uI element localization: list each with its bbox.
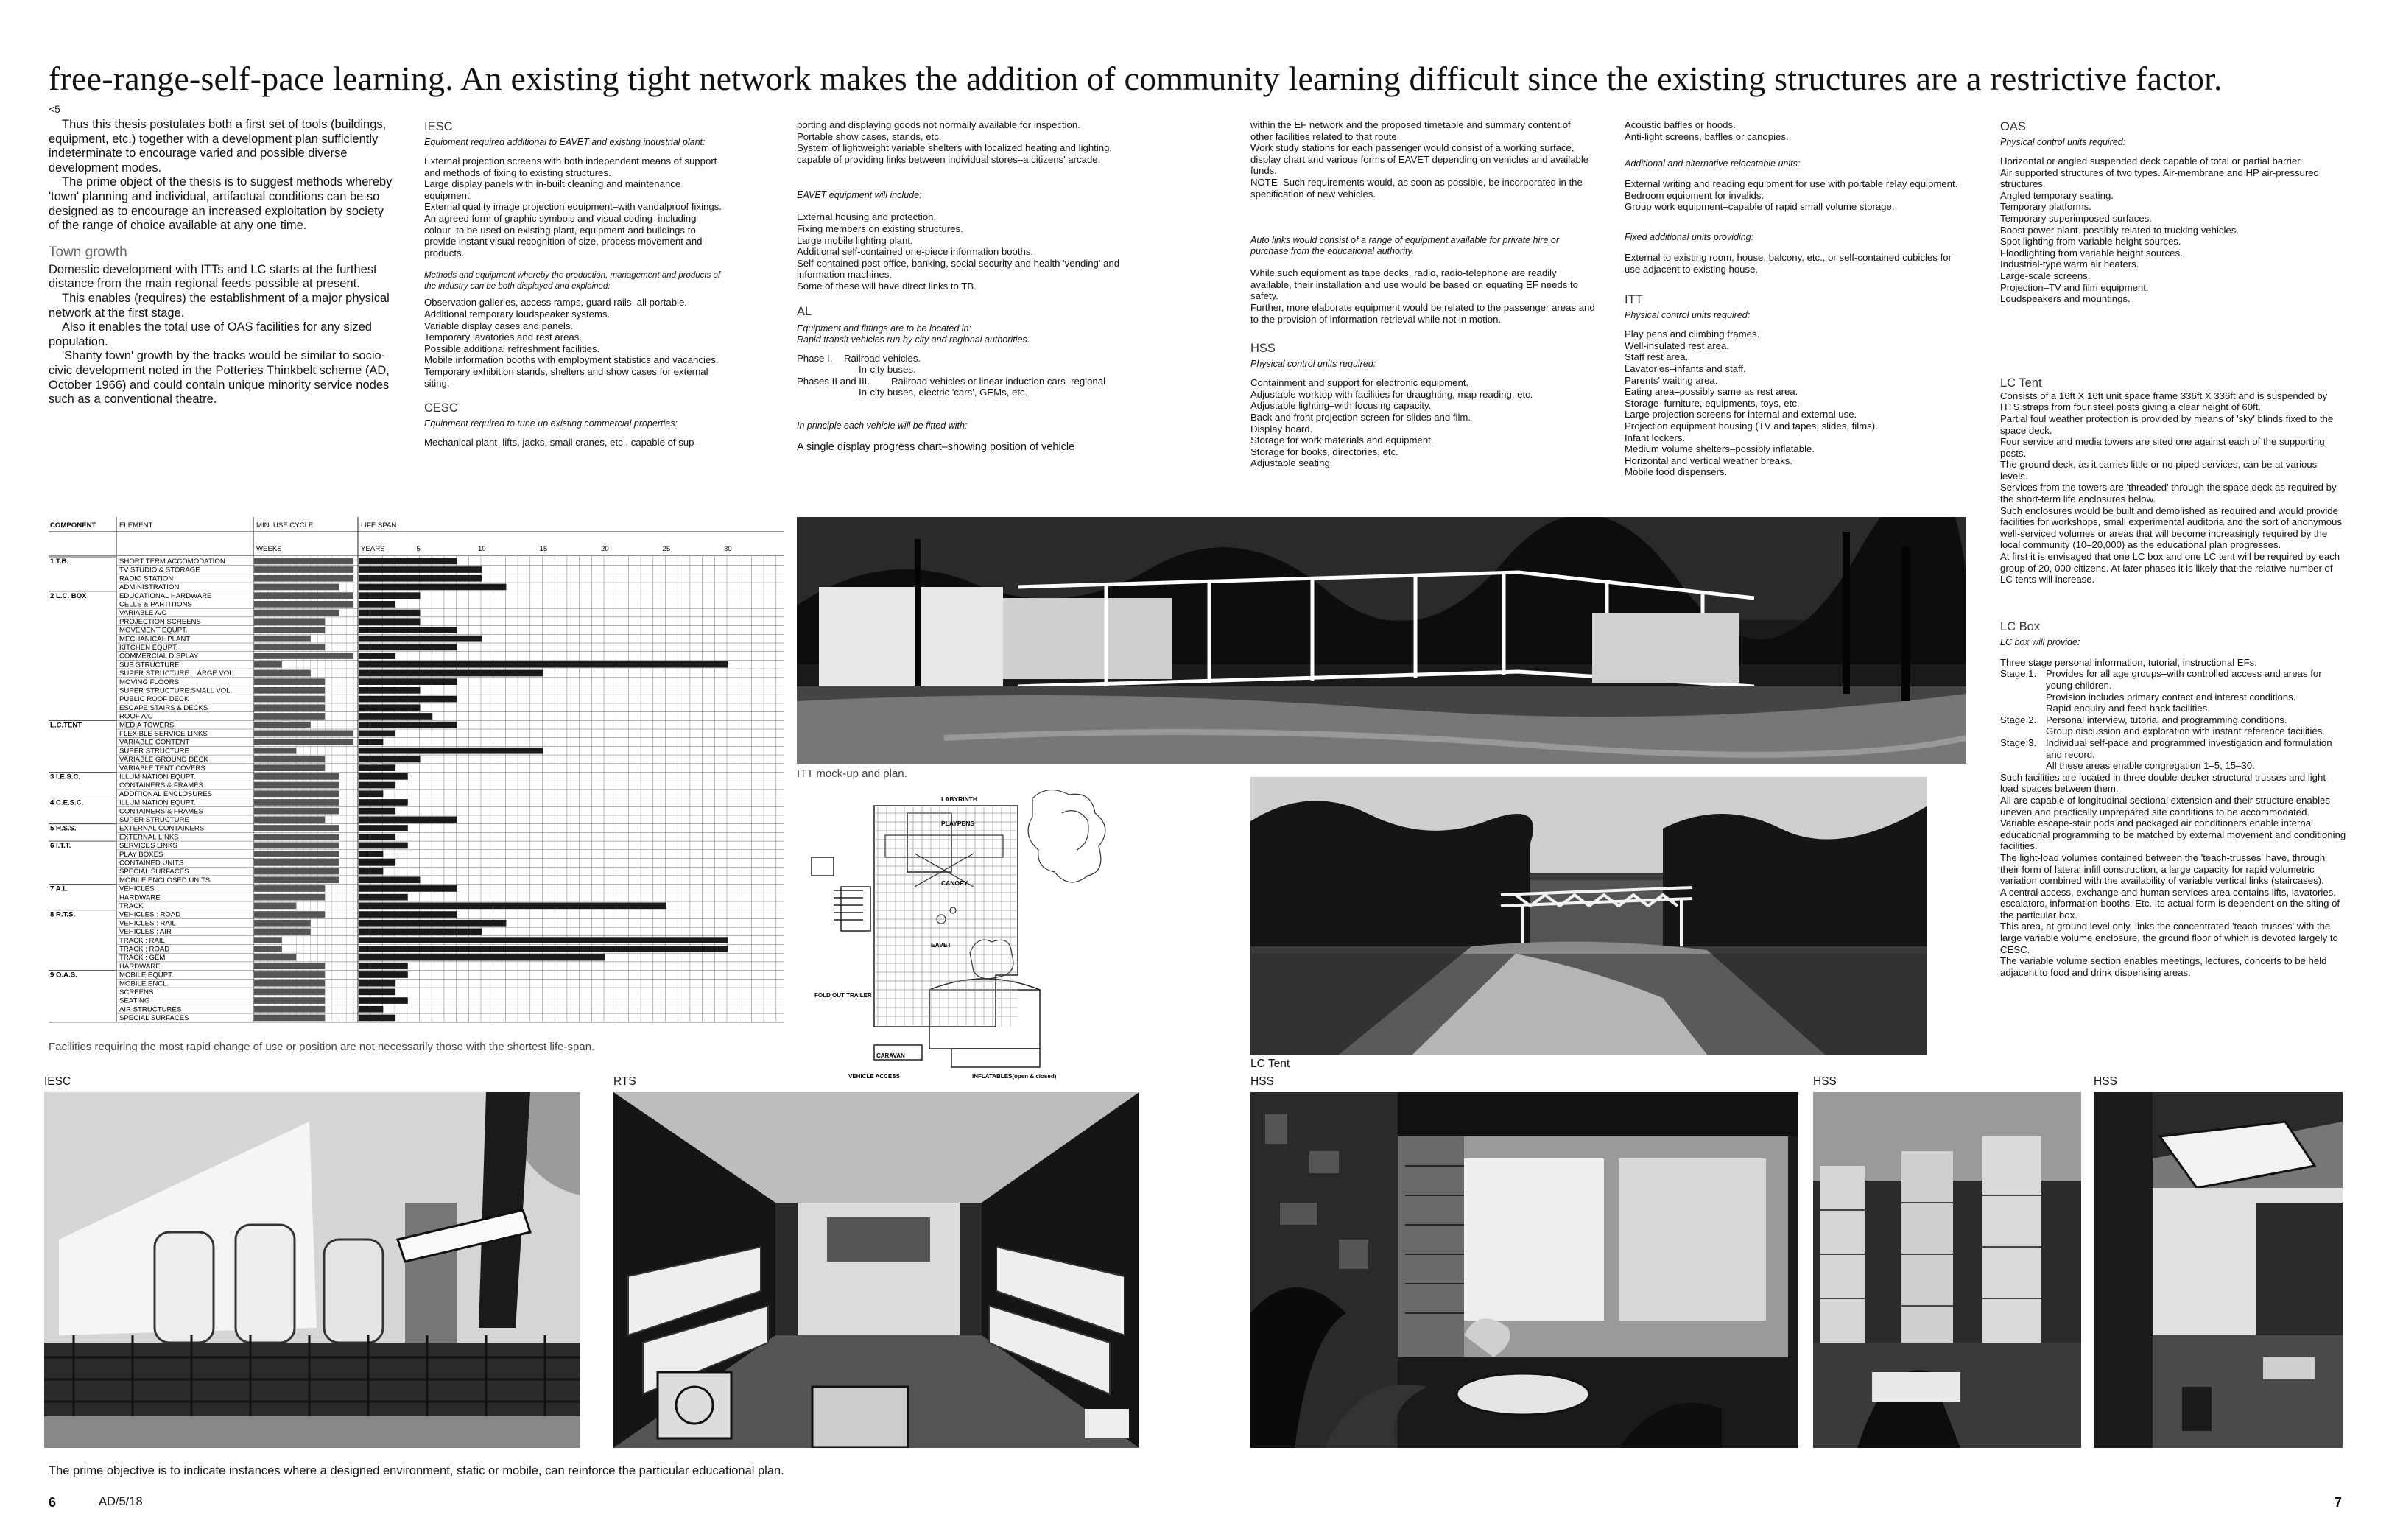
life-span-bar xyxy=(359,980,395,987)
itt-mockup-photo xyxy=(797,517,1966,764)
al-heading: AL xyxy=(797,304,812,318)
stage-2-label: Stage 2. xyxy=(2000,714,2037,725)
oas-heading: OAS xyxy=(2000,120,2026,133)
table-element: RADIO STATION xyxy=(119,574,174,583)
itt-body: Play pens and climbing frames. Well-insulated rest area. Staff rest area. Lavatories–infants and staff. Parents' waiting area. Eating area–possibly same as rest area. Storage–furniture, equipments, toys, etc. Large projection screens for internal and external use. Projection equipment housing (TV and tapes, slides, films). Infant lockers. Medium volume shelters–possibly inflatable. Horizontal and vertical weather breaks. Mobile food dispensers. xyxy=(1625,328,1878,478)
min-use-bar xyxy=(254,661,282,668)
table-element: FLEXIBLE SERVICE LINKS xyxy=(119,730,208,738)
life-span-bar xyxy=(359,1015,395,1022)
table-component: L.C.TENT xyxy=(50,721,82,730)
min-use-bar xyxy=(254,731,353,737)
eavet-body: External housing and protection. Fixing members on existing structures. Large mobile lighting plant. Additional self-contained one-piece information booths. Self-contained post-office, banking, social security and health 'vending' and information machines. Some of these will have direct links to TB. xyxy=(797,211,1120,292)
acoustic-body: Acoustic baffles or hoods. Anti-light screens, baffles or canopies. xyxy=(1625,119,1789,142)
plan-label-vehicle-access: VEHICLE ACCESS xyxy=(848,1073,900,1080)
intro-column xyxy=(49,118,395,407)
life-span-bar xyxy=(359,843,408,849)
table-element: ADDITIONAL ENCLOSURES xyxy=(119,790,212,798)
scale-tick-label: 25 xyxy=(662,545,671,553)
table-element: KITCHEN EQUPT. xyxy=(119,644,178,652)
table-element: COMMERCIAL DISPLAY xyxy=(119,652,199,661)
plan-caption: ITT mock-up and plan. xyxy=(797,767,907,780)
life-span-bar xyxy=(359,971,408,978)
min-use-bar xyxy=(254,670,311,677)
min-use-bar xyxy=(254,748,296,754)
life-span-bar xyxy=(359,584,506,591)
table-header-life-span: LIFE SPAN xyxy=(361,521,397,530)
life-span-table xyxy=(49,517,785,1038)
life-span-bar xyxy=(359,903,666,910)
table-element: EXTERNAL CONTAINERS xyxy=(119,824,205,833)
table-element: ADMINISTRATION xyxy=(119,583,180,592)
hss-photo-2 xyxy=(1813,1092,2081,1448)
life-span-bar xyxy=(359,946,728,952)
min-use-bar xyxy=(254,885,325,892)
min-use-bar xyxy=(254,618,325,625)
stage-2-text: Personal interview, tutorial and programming conditions. Group discussion and exploration with instant reference facilities. xyxy=(2046,714,2325,737)
table-caption: Facilities requiring the most rapid change of use or position are not necessarily those with the shortest life-span. xyxy=(49,1041,595,1053)
intro-paragraph-1: Thus this thesis postulates both a first set of tools (buildings, equipment, etc.) together with a development plan sufficiently indeterminate to encourage varied and possible diverse development modes. xyxy=(49,118,387,175)
hss-subheading: Physical control units required: xyxy=(1250,359,1376,370)
stage-3-label: Stage 3. xyxy=(2000,736,2037,748)
itt-column xyxy=(1625,119,1969,478)
hss-column xyxy=(1250,119,1595,469)
oas-subheading: Physical control units required: xyxy=(2000,137,2126,147)
relocatable-body: External writing and reading equipment for use with portable relay equipment. Bedroom equipment for invalids. Group work equipment–capable of rapid small volume storage. xyxy=(1625,178,1958,213)
life-span-bar xyxy=(359,670,543,677)
life-span-bar xyxy=(359,636,482,642)
min-use-bar xyxy=(254,713,325,720)
life-span-bar xyxy=(359,731,395,737)
min-use-bar xyxy=(254,989,325,996)
min-use-bar xyxy=(254,876,339,883)
min-use-bar xyxy=(254,782,339,789)
town-growth-paragraph-3: Also it enables the total use of OAS facilities for any sized population. xyxy=(49,320,372,348)
min-use-bar xyxy=(254,937,282,943)
methods-body: Observation galleries, access ramps, guard rails–all portable. Additional temporary loudspeaker systems. Variable display cases and panels. Temporary lavatories and rest areas. Possible additional refreshment facilities. Mobile information booths with employment statistics and vacancies. Temporary exhibition stands, shelters and show cases for external siting. xyxy=(424,297,719,389)
min-use-bar xyxy=(254,1015,325,1022)
table-element: TV STUDIO & STORAGE xyxy=(119,566,200,574)
table-header-years: YEARS xyxy=(361,545,385,553)
life-span-bar xyxy=(359,627,457,633)
town-growth-paragraph-1: Domestic development with ITTs and LC starts at the furthest distance from the main regional feeds possible at present. xyxy=(49,262,377,291)
table-component: 8 R.T.S. xyxy=(50,910,76,919)
hss-heading: HSS xyxy=(1250,342,1276,356)
min-use-bar xyxy=(254,601,353,608)
life-span-bar xyxy=(359,911,457,918)
page-number-right: 7 xyxy=(2335,1495,2343,1510)
principle-subheading: In principle each vehicle will be fitted with: xyxy=(797,420,968,431)
iesc-photo xyxy=(44,1092,580,1448)
life-span-bar xyxy=(359,722,457,728)
hss-image-1 xyxy=(1250,1092,1798,1448)
table-header-element: ELEMENT xyxy=(119,521,153,530)
min-use-bar xyxy=(254,592,353,599)
plan-label-canopy: CANOPY xyxy=(941,879,968,887)
min-use-bar xyxy=(254,825,339,831)
rts-image xyxy=(613,1092,1139,1448)
network-body: within the EF network and the proposed timetable and summary content of other facilities related to that route. Work study stations for each passenger would consist of a working surface, display chart and various forms of EAVET depending on vehicles and available funds. NOTE–Such requirements would, as soon as possible, be incorporated in the specification of new vehicles. xyxy=(1250,119,1589,200)
itt-heading: ITT xyxy=(1625,293,1643,307)
life-span-bar xyxy=(359,868,383,875)
min-use-bar xyxy=(254,911,325,918)
table-element: ESCAPE STAIRS & DECKS xyxy=(119,703,208,712)
table-element: SERVICES LINKS xyxy=(119,842,177,851)
relocatable-subheading: Additional and alternative relocatable units: xyxy=(1625,158,1801,169)
min-use-bar xyxy=(254,799,339,806)
life-span-bar xyxy=(359,989,395,996)
min-use-bar xyxy=(254,817,325,823)
hss-photo-1 xyxy=(1250,1092,1798,1448)
itt-mockup-image xyxy=(797,517,1966,764)
min-use-bar xyxy=(254,653,353,659)
phase-23-label: Phases II and III. xyxy=(797,375,870,387)
stage-3-text: Individual self-pace and programmed investigation and formulation and record. All these areas enable congregation 1–5, 15–30. xyxy=(2046,736,2332,772)
min-use-bar xyxy=(254,704,325,711)
table-element: SUPER STRUCTURE:SMALL VOL. xyxy=(119,686,233,695)
plan-label-caravan: CARAVAN xyxy=(876,1052,905,1059)
table-element: PLAY BOXES xyxy=(119,850,163,859)
min-use-bar xyxy=(254,636,311,642)
table-element: VEHICLES : RAIL xyxy=(119,919,176,928)
table-element: SUPER STRUCTURE: LARGE VOL. xyxy=(119,669,236,678)
town-growth-heading: Town growth xyxy=(49,244,127,260)
min-use-bar xyxy=(254,764,325,771)
life-span-bar xyxy=(359,920,506,927)
stage-2 xyxy=(2000,714,2346,737)
life-span-bar xyxy=(359,748,543,754)
cesc-body: Mechanical plant–lifts, jacks, small cranes, etc., capable of sup- xyxy=(424,437,697,449)
stage-1-text: Provides for all age groups–with controlled access and areas for young children. Provision includes primary contact and interest conditions. Rapid enquiry and feed-back facilities. xyxy=(2046,668,2322,714)
table-element: HARDWARE xyxy=(119,893,161,902)
life-span-bar xyxy=(359,653,395,659)
life-span-bar xyxy=(359,894,408,901)
issue-reference: AD/5/18 xyxy=(99,1495,143,1508)
itt-plan-drawing xyxy=(797,784,1143,1087)
table-element: TRACK : ROAD xyxy=(119,945,170,954)
rts-photo-label: RTS xyxy=(613,1075,636,1088)
town-growth-paragraph-2: This enables (requires) the establishment of a major physical network at the first stage. xyxy=(49,291,390,320)
life-span-bar xyxy=(359,825,408,831)
life-span-bar xyxy=(359,687,421,694)
lc-tent-caption: LC Tent xyxy=(1250,1058,1290,1070)
table-element: VEHICLES xyxy=(119,885,155,893)
iesc-heading: IESC xyxy=(424,120,453,133)
life-span-bar xyxy=(359,834,395,840)
table-element: VARIABLE A/C xyxy=(119,609,167,618)
life-span-bar xyxy=(359,954,605,961)
cesc-subheading: Equipment required to tune up existing commercial properties: xyxy=(424,418,678,429)
min-use-bar xyxy=(254,644,325,651)
table-component: 6 I.T.T. xyxy=(50,842,71,851)
scale-tick-label: 10 xyxy=(478,545,486,553)
table-element: MOBILE EQUPT. xyxy=(119,971,174,980)
cesc-heading: CESC xyxy=(424,401,458,415)
table-element: MOVEMENT EQUPT. xyxy=(119,626,188,635)
methods-subheading: Methods and equipment whereby the production, management and products of the industry can be both displayed and explained: xyxy=(424,271,721,292)
table-element: ILLUMINATION EQUPT. xyxy=(119,798,196,807)
min-use-bar xyxy=(254,773,339,780)
life-span-bar xyxy=(359,808,395,815)
min-use-bar xyxy=(254,997,325,1004)
scale-tick-label: 15 xyxy=(539,545,548,553)
phase-1-label: Phase I. xyxy=(797,352,833,364)
min-use-bar xyxy=(254,566,353,573)
iesc-photo-label: IESC xyxy=(44,1075,71,1088)
lc-box-body: Such facilities are located in three double-decker structural trusses and light-load spaces between them. All are capable of longitudinal sectional extension and their structure enables uneven and practically unprepared site conditions to be accommodated. Variable escape-stair pods and packaged air conditioners enable internal educational programming to be matched by external movement and conditioning facilities. The light-load volumes contained between the 'teach-trusses' have, through their form of lateral infill construction, a large capacity for rapid volumetric variation combined with the availability of variable vertical links (staircases). A central access, exchange and human services area contains lifts, lavatories, escalators, information booths. Etc. Its actual form is dependent on the siting of the particular box. This area, at ground level only, links the concentrated 'teach-trusses' with the large variable volume enclosure, the ground floor of which is devoted largely to CESC. The variable volume section enables meetings, lectures, concerts to be held adjacent to food and drink dispensing areas. xyxy=(2000,771,2346,978)
life-span-bar xyxy=(359,558,457,565)
table-component: 5 H.S.S. xyxy=(50,824,77,833)
bottom-caption: The prime objective is to indicate instances where a designed environment, static or mobile, can reinforce the particular educational plan. xyxy=(49,1464,784,1477)
table-component: 9 O.A.S. xyxy=(50,971,77,980)
hss-body: Containment and support for electronic equipment. Adjustable worktop with facilities for draughting, map reading, etc. Adjustable lighting–with focusing capacity. Back and front projection screen for slides and film. Display board. Storage for work materials and equipment. Storage for books, directories, etc. Adjustable seating. xyxy=(1250,377,1533,469)
lc-box-intro: Three stage personal information, tutorial, instructional EFs. xyxy=(2000,656,2257,668)
stage-1-label: Stage 1. xyxy=(2000,668,2037,680)
iesc-subheading: Equipment required additional to EAVET and existing industrial plant: xyxy=(424,137,706,147)
eavet-al-column xyxy=(797,119,1143,454)
page-number-left: 6 xyxy=(49,1495,57,1510)
life-span-bar xyxy=(359,644,457,651)
intro-paragraph-2: The prime object of the thesis is to suggest methods whereby 'town' planning and individual, artifactual conditions can be so designed as to encourage an increased exploitation by society of the range of choice available at any one time. xyxy=(49,175,393,233)
plan-label-labyrinth: LABYRINTH xyxy=(941,795,978,803)
min-use-bar xyxy=(254,722,311,728)
table-element: TRACK : RAIL xyxy=(119,936,165,945)
life-span-bar xyxy=(359,851,383,857)
plan-label-eavet: EAVET xyxy=(931,941,951,949)
table-element: AIR STRUCTURES xyxy=(119,1005,182,1014)
table-element: CELLS & PARTITIONS xyxy=(119,600,192,609)
life-span-bar xyxy=(359,817,457,823)
table-element: HARDWARE xyxy=(119,962,161,971)
headline: free-range-self-pace learning. An existing tight network makes the addition of community learning difficult since the existing structures are a restrictive factor. xyxy=(49,60,2223,97)
porting-body: porting and displaying goods not normally available for inspection. Portable show cases, stands, etc. System of lightweight variable shelters with localized heating and lighting, capable of providing links between individual stores–a citizens' arcade. xyxy=(797,119,1113,165)
hss-photo-3 xyxy=(2094,1092,2343,1448)
lc-box-heading: LC Box xyxy=(2000,619,2041,633)
phase-1-text: Railroad vehicles. xyxy=(844,352,921,364)
table-element: EXTERNAL LINKS xyxy=(119,833,179,842)
min-use-bar xyxy=(254,1006,325,1013)
table-component: 7 A.L. xyxy=(50,885,69,893)
life-span-bar xyxy=(359,929,482,935)
life-span-bar xyxy=(359,696,457,703)
life-span-table-svg xyxy=(49,517,785,1038)
fixed-units-subheading: Fixed additional units providing: xyxy=(1625,231,1754,242)
plan-label-playpens: PLAYPENS xyxy=(941,820,975,827)
table-element: SHORT TERM ACCOMODATION xyxy=(119,558,225,566)
hss-photo-label-2: HSS xyxy=(1813,1075,1837,1088)
hss-photo-label-1: HSS xyxy=(1250,1075,1274,1088)
table-element: ILLUMINATION EQUPT. xyxy=(119,773,196,781)
min-use-bar xyxy=(254,610,339,616)
table-element: MOBILE ENCLOSED UNITS xyxy=(119,876,211,885)
rts-photo xyxy=(613,1092,1139,1448)
itt-subheading: Physical control units required: xyxy=(1625,310,1751,321)
life-span-bar xyxy=(359,963,408,969)
life-span-bar xyxy=(359,704,421,711)
lc-tent-photo xyxy=(1250,777,1927,1055)
life-span-bar xyxy=(359,790,383,797)
life-span-bar xyxy=(359,997,408,1004)
phase-23 xyxy=(797,376,1143,387)
min-use-bar xyxy=(254,954,296,961)
table-element: PROJECTION SCREENS xyxy=(119,617,201,626)
stage-3 xyxy=(2000,737,2346,772)
life-span-bar xyxy=(359,610,421,616)
life-span-bar xyxy=(359,782,395,789)
min-use-bar xyxy=(254,946,282,952)
table-element: CONTAINERS & FRAMES xyxy=(119,781,203,790)
page-marker: <5 xyxy=(49,103,60,115)
table-element: VARIABLE GROUND DECK xyxy=(119,756,208,764)
table-element: TRACK xyxy=(119,902,144,910)
phase-23-text: Railroad vehicles or linear induction cars–regional xyxy=(891,375,1106,387)
lc-tent-heading: LC Tent xyxy=(2000,376,2042,390)
life-span-bar xyxy=(359,575,482,582)
life-span-bar xyxy=(359,773,408,780)
life-span-bar xyxy=(359,592,421,599)
table-header-weeks: WEEKS xyxy=(256,545,282,553)
phase-23-sub: In-city buses, electric 'cars', GEMs, etc. xyxy=(859,387,1028,398)
life-span-bar xyxy=(359,739,383,745)
min-use-bar xyxy=(254,756,325,763)
life-span-bar xyxy=(359,601,395,608)
life-span-bar xyxy=(359,566,482,573)
table-component: 4 C.E.S.C. xyxy=(50,798,84,807)
table-header-component: COMPONENT xyxy=(50,521,96,530)
min-use-bar xyxy=(254,834,339,840)
oas-body: Horizontal or angled suspended deck capable of total or partial barrier. Air supported structures of two types. Air-membrane and HP air-pressured structures. Angled temporary seating. Temporary platforms. Temporary superimposed surfaces. Boost power plant–possibly related to trucking vehicles. Spot lighting from variable height sources. Floodlighting from variable height sources. Industrial-type warm air heaters. Large-scale screens. Projection–TV and film equipment. Loudspeakers and mountings. xyxy=(2000,155,2319,305)
table-element: VEHICLES : ROAD xyxy=(119,910,181,919)
iesc-cesc-column xyxy=(424,119,726,449)
min-use-bar xyxy=(254,558,353,565)
min-use-bar xyxy=(254,843,339,849)
life-span-bar xyxy=(359,876,421,883)
life-span-bar xyxy=(359,937,728,943)
min-use-bar xyxy=(254,627,325,633)
life-span-bar xyxy=(359,756,421,763)
table-element: MOVING FLOORS xyxy=(119,678,180,686)
min-use-bar xyxy=(254,851,339,857)
life-span-bar xyxy=(359,885,457,892)
table-element: SCREENS xyxy=(119,988,154,996)
hss-photo-label-3: HSS xyxy=(2094,1075,2117,1088)
hss-image-3 xyxy=(2094,1092,2343,1448)
table-element: TRACK : GEM xyxy=(119,954,166,963)
min-use-bar xyxy=(254,808,339,815)
min-use-bar xyxy=(254,678,325,685)
iesc-image xyxy=(44,1092,580,1448)
table-element: EDUCATIONAL HARDWARE xyxy=(119,591,212,600)
table-component: 1 T.B. xyxy=(50,558,69,566)
table-element: SUB STRUCTURE xyxy=(119,661,180,669)
life-span-bar xyxy=(359,678,457,685)
town-growth-paragraph-4: 'Shanty town' growth by the tracks would be similar to socio-civic development noted in the Potteries Thinkbelt scheme (AD, October 1966) and could contain unique minority service nodes such as a conventional theatre. xyxy=(49,349,390,407)
table-header-min-use: MIN. USE CYCLE xyxy=(256,521,314,530)
lc-tent-body: Consists of a 16ft X 16ft unit space frame 336ft X 336ft and is suspended by HTS straps from four steel posts giving a clear height of 60ft. Partial foul weather protection is provided by means of 'sky' blinds fixed to the space deck. Four service and media towers are sited one against each of the supporting posts. The ground deck, as it carries little or no piped services, can be at various levels. Services from the towers are 'threaded' through the space deck as required by the short-term life enclosures below. Such enclosures would be built and demolished as required and would provide facilities for workshops, small experimental auditoria and the sort of anonymous well-serviced volumes or areas that will become increasingly required by the local community (10–20,000) as the educational plan progresses. At first it is envisaged that one LC box and one LC tent will be required by each group of 20, 000 citizens. At later phases it is likely that the relative number of LC tents will increase. xyxy=(2000,390,2342,586)
plan-label-foldout: FOLD OUT TRAILER xyxy=(814,992,872,999)
life-span-bar xyxy=(359,618,421,625)
min-use-bar xyxy=(254,920,311,927)
min-use-bar xyxy=(254,859,339,866)
table-element: VARIABLE CONTENT xyxy=(119,738,190,747)
table-element: SEATING xyxy=(119,996,150,1005)
life-span-bar xyxy=(359,859,395,866)
min-use-bar xyxy=(254,868,339,875)
table-element: SUPER STRUCTURE xyxy=(119,747,189,756)
min-use-bar xyxy=(254,980,325,987)
life-span-bar xyxy=(359,764,395,771)
scale-tick-label: 20 xyxy=(601,545,609,553)
table-component: 2 L.C. BOX xyxy=(50,591,87,600)
life-span-bar xyxy=(359,799,408,806)
life-span-bar xyxy=(359,661,728,668)
stage-1 xyxy=(2000,668,2346,714)
fixed-units-body: External to existing room, house, balcony, etc., or self-contained cubicles for use adjacent to existing house. xyxy=(1625,251,1955,275)
min-use-bar xyxy=(254,971,325,978)
life-span-bar xyxy=(359,713,432,720)
principle-body: A single display progress chart–showing position of vehicle xyxy=(797,440,1075,453)
table-element: VEHICLES : AIR xyxy=(119,928,172,937)
iesc-body: External projection screens with both independent means of support and methods of fixing to existing structures. Large display panels with in-built cleaning and maintenance equipment. External quality image projection equipment–with vandalproof fixings. An agreed form of graphic symbols and visual coding–including colour–to be used on existing plant, equipment and buildings to provide instant visual recognition of size, process movement and products. xyxy=(424,155,722,259)
table-element: ROOF A/C xyxy=(119,712,153,721)
scale-tick-label: 30 xyxy=(724,545,732,553)
table-element: SPECIAL SURFACES xyxy=(119,868,189,876)
auto-links-subheading: Auto links would consist of a range of equipment available for private hire or purchase from the educational authority. xyxy=(1250,235,1559,257)
phase-1 xyxy=(797,353,1143,365)
itt-plan-svg xyxy=(797,784,1143,1087)
al-subheading: Equipment and fittings are to be located in: Rapid transit vehicles run by city and regional authorities. xyxy=(797,323,1030,345)
min-use-bar xyxy=(254,790,339,797)
life-span-bar xyxy=(359,1006,383,1013)
lc-tent-image xyxy=(1250,777,1927,1055)
min-use-bar xyxy=(254,739,353,745)
oas-lc-column xyxy=(2000,119,2346,978)
min-use-bar xyxy=(254,903,296,910)
min-use-bar xyxy=(254,584,339,591)
plan-label-inflatables: INFLATABLES(open & closed) xyxy=(972,1073,1057,1080)
hss-image-2 xyxy=(1813,1092,2081,1448)
eavet-subheading: EAVET equipment will include: xyxy=(797,190,922,201)
table-element: MEDIA TOWERS xyxy=(119,721,175,730)
table-element: SUPER STRUCTURE xyxy=(119,816,189,824)
table-element: MOBILE ENCL. xyxy=(119,980,169,988)
lc-box-subheading: LC box will provide: xyxy=(2000,636,2080,647)
table-element: CONTAINED UNITS xyxy=(119,859,184,868)
table-component: 3 I.E.S.C. xyxy=(50,773,81,781)
table-element: PUBLIC ROOF DECK xyxy=(119,695,189,704)
table-element: SPECIAL SURFACES xyxy=(119,1014,189,1023)
table-element: CONTAINERS & FRAMES xyxy=(119,807,203,816)
auto-links-body: While such equipment as tape decks, radio, radio-telephone are readily available, their installation and use would be based on equating EF needs to safety. Further, more elaborate equipment would be related to the passenger areas and to the provision of information retrieval while not in motion. xyxy=(1250,267,1595,325)
min-use-bar xyxy=(254,894,325,901)
phase-1-sub: In-city buses. xyxy=(859,364,916,376)
min-use-bar xyxy=(254,963,325,969)
scale-tick-label: 5 xyxy=(416,545,421,553)
min-use-bar xyxy=(254,696,325,703)
table-element: MECHANICAL PLANT xyxy=(119,635,191,644)
min-use-bar xyxy=(254,575,353,582)
min-use-bar xyxy=(254,687,325,694)
table-element: VARIABLE TENT COVERS xyxy=(119,764,205,773)
min-use-bar xyxy=(254,929,311,935)
